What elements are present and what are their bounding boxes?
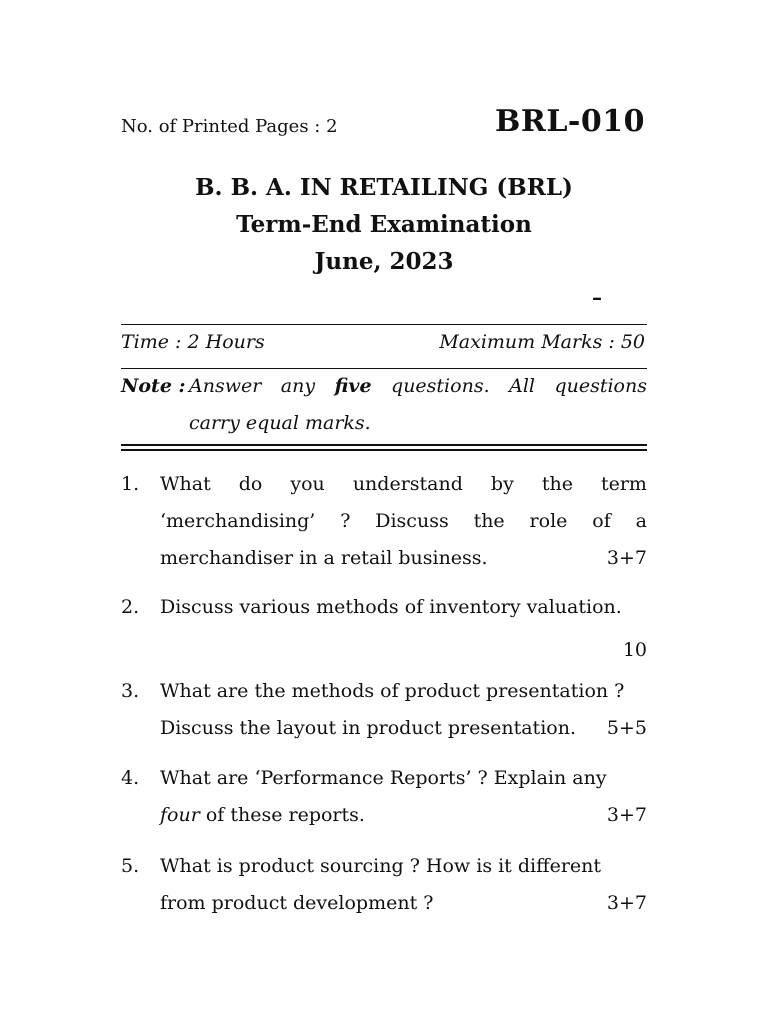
question-line: What are ‘Performance Reports’ ? Explain any bbox=[160, 767, 607, 789]
question-line: What is product sourcing ? How is it different bbox=[160, 855, 602, 877]
question-number: 4. bbox=[121, 767, 140, 789]
question-line: merchandiser in a retail business. bbox=[160, 547, 488, 569]
note-word: questions bbox=[554, 375, 647, 397]
programme-title: B. B. A. IN RETAILING (BRL) bbox=[195, 174, 573, 201]
note-word-emphasis: five bbox=[334, 375, 372, 397]
course-code: BRL-010 bbox=[495, 104, 645, 139]
exam-session: June, 2023 bbox=[314, 248, 454, 275]
note-instruction-line1 bbox=[189, 375, 647, 397]
note-label: Note : bbox=[121, 375, 186, 397]
dash-mark: – bbox=[592, 285, 602, 309]
question-marks: 10 bbox=[622, 639, 647, 661]
question-number: 2. bbox=[121, 596, 140, 618]
exam-type: Term-End Examination bbox=[236, 211, 532, 238]
question-marks: 3+7 bbox=[606, 892, 647, 914]
exam-duration: Time : 2 Hours bbox=[121, 331, 265, 353]
question-marks: 5+5 bbox=[606, 717, 647, 739]
question-line: ‘merchandising’ ? Discuss the role of a bbox=[160, 510, 647, 532]
printed-pages-count: No. of Printed Pages : 2 bbox=[121, 116, 338, 137]
question-marks: 3+7 bbox=[606, 547, 647, 569]
question-marks: 3+7 bbox=[606, 804, 647, 826]
note-instruction-line2: carry equal marks. bbox=[189, 412, 371, 434]
question-line: What do you understand by the term bbox=[160, 473, 647, 495]
question-line: What are the methods of product presentation ? bbox=[160, 680, 625, 702]
question-number: 1. bbox=[121, 473, 140, 495]
question-line: from product development ? bbox=[160, 892, 434, 914]
note-word: any bbox=[280, 375, 316, 397]
note-word: All bbox=[509, 375, 535, 397]
question-line bbox=[160, 804, 647, 826]
note-word: questions. bbox=[391, 375, 490, 397]
question-number: 5. bbox=[121, 855, 140, 877]
double-divider-upper bbox=[121, 444, 647, 446]
divider-middle bbox=[121, 368, 647, 369]
double-divider-lower bbox=[121, 449, 647, 451]
question-emphasis: four bbox=[160, 804, 200, 826]
question-number: 3. bbox=[121, 680, 140, 702]
question-line: Discuss various methods of inventory valuation. bbox=[160, 596, 622, 618]
divider-top bbox=[121, 324, 647, 325]
maximum-marks: Maximum Marks : 50 bbox=[439, 331, 645, 353]
note-word: Answer bbox=[189, 375, 262, 397]
question-line: Discuss the layout in product presentation. bbox=[160, 717, 576, 739]
question-text: of these reports. bbox=[205, 804, 365, 826]
